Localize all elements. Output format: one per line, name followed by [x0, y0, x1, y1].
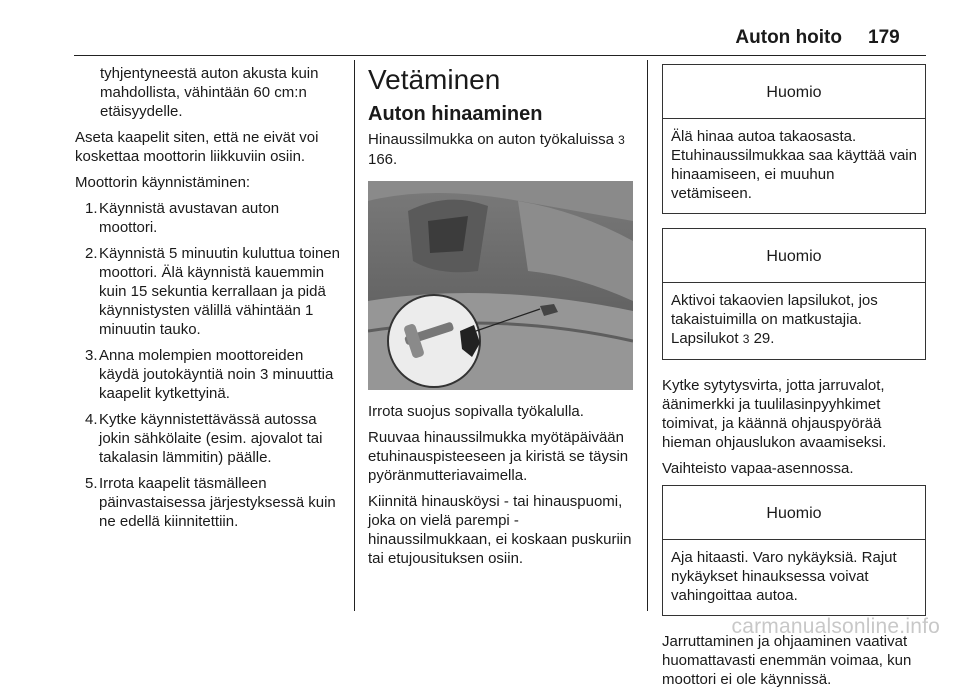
page-reference-icon: 3 [742, 332, 750, 346]
caution-box [662, 64, 926, 214]
tow-eye-paragraph: Hinaussilmukka on auton työkaluissa 3 166. [368, 131, 625, 168]
list-item: 3. Anna molempien moottoreiden käydä joutokäyntiä noin 3 minuuttia kaapelit kytkettyinä. [85, 347, 334, 402]
caution-title: Huomio [663, 486, 925, 540]
caution-text: Aja hitaasti. Varo nykäyksiä. Rajut nykäykset hinauksessa voivat vahingoittaa autoa. [671, 549, 897, 604]
page-reference-icon: 3 [618, 133, 625, 147]
caution-text: Aktivoi takaovien lapsilukot, jos takaistuimilla on matkustajia. Lapsilukot 3 29. [671, 292, 878, 347]
column-middle [368, 64, 633, 575]
tow-eye-illustration [368, 181, 633, 390]
list-item: 4. Kytke käynnistettävässä autossa jokin sähkölaite (esim. ajovalot tai takalasin lämmitin) päälle. [85, 411, 323, 466]
screw-eye-paragraph: Ruuvaa hinaussilmukka myötäpäivään etuhinauspisteeseen ja kiristä se täysin pyöränmutteriavaimella. [368, 429, 629, 484]
watermark: carmanualsonline.info [731, 615, 940, 638]
caution-text: Älä hinaa autoa takaosasta. Etuhinaussilmukkaa saa käyttää vain hinaamiseen, ei muuhun vetämiseen. [671, 128, 917, 202]
caution-title: Huomio [663, 229, 925, 283]
column-divider-left [354, 60, 355, 611]
cables-paragraph: Aseta kaapelit siten, että ne eivät voi koskettaa moottorin liikkuviin osiin. [75, 129, 319, 165]
header-rule [74, 55, 926, 56]
list-item: 5. Irrota kaapelit täsmälleen päinvastaisessa järjestyksessä kuin ne edellä kiinnitettiin. [85, 475, 336, 530]
caution-box [662, 485, 926, 616]
ignition-paragraph: Kytke sytytysvirta, jotta jarruvalot, äänimerkki ja tuulilasinpyyhkimet toimivat, ja käännä ohjauspyörää hieman ohjauslukon avaamiseksi. [662, 377, 887, 451]
attach-rope-paragraph: Kiinnitä hinausköysi - tai hinauspuomi, joka on vielä parempi - hinaussilmukkaan, ei koskaan puskuriin tai etujousituksen osiin. [368, 493, 632, 567]
gear-paragraph: Vaihteisto vapaa-asennossa. [662, 460, 854, 477]
intro-continuation: tyhjentyneestä auton akusta kuin mahdollista, vähintään 60 cm:n etäisyydelle. [100, 65, 319, 120]
column-right [662, 64, 926, 696]
page-header-title: Auton hoito [735, 27, 842, 48]
start-steps-list [75, 199, 340, 531]
caution-title: Huomio [663, 65, 925, 119]
column-divider-right [647, 60, 648, 611]
start-paragraph: Moottorin käynnistäminen: [75, 174, 251, 191]
list-item: 1. Käynnistä avustavan auton moottori. [85, 200, 280, 236]
page-number: 179 [868, 27, 900, 48]
braking-paragraph: Jarruttaminen ja ohjaaminen vaativat huomattavasti enemmän voimaa, kun moottori ei ole käynnissä. [662, 633, 912, 688]
column-left [75, 64, 340, 538]
section-heading: Vetäminen [368, 64, 501, 95]
list-item: 2. Käynnistä 5 minuutin kuluttua toinen moottori. Älä käynnistä kauemmin kuin 15 sekuntia kerrallaan ja pidä käynnistysten välillä vähintään 1 minuutin tauko. [85, 245, 340, 338]
remove-cover-paragraph: Irrota suojus sopivalla työkalulla. [368, 403, 584, 420]
caution-box [662, 228, 926, 360]
section-subheading: Auton hinaaminen [368, 103, 543, 125]
